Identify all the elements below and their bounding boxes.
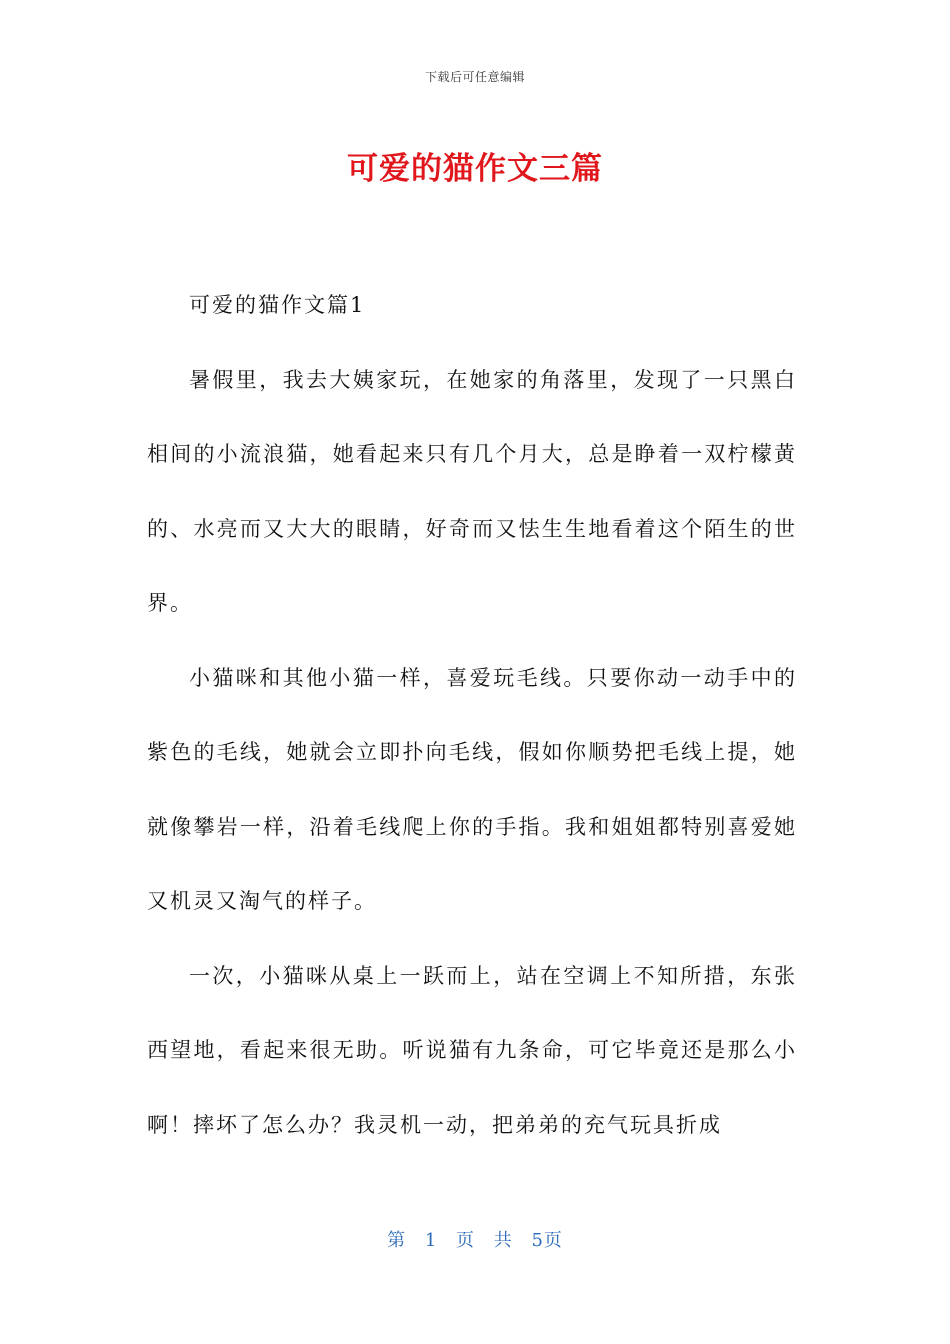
page-footer xyxy=(0,1226,950,1252)
document-title: 可爱的猫作文三篇 xyxy=(347,151,603,187)
footer-total-word: 共 xyxy=(493,1230,513,1251)
footer-total-pages: 5页 xyxy=(531,1230,563,1251)
paragraph: 暑假里，我去大姨家玩，在她家的角落里，发现了一只黑白相间的小流浪猫，她看起来只有几个月大，总是睁着一双柠檬黄的、水亮而又大大的眼睛，好奇而又怯生生地看着这个陌生的世界。 xyxy=(147,367,797,615)
footer-current-page: 1 xyxy=(424,1230,438,1251)
section-heading: 可爱的猫作文篇1 xyxy=(189,293,366,317)
document-body xyxy=(147,268,797,1162)
footer-page-word: 页 xyxy=(456,1230,475,1251)
footer-prefix: 第 xyxy=(387,1230,407,1251)
paragraph: 小猫咪和其他小猫一样，喜爱玩毛线。只要你动一动手中的紫色的毛线，她就会立即扑向毛线，假如你顺势把毛线上提，她就像攀岩一样，沿着毛线爬上你的手指。我和姐姐都特别喜爱她又机灵又淘气的样子。 xyxy=(147,665,797,913)
paragraph: 一次，小猫咪从桌上一跃而上，站在空调上不知所措，东张西望地，看起来很无助。听说猫有九条命，可它毕竟还是那么小啊！摔坏了怎么办？我灵机一动，把弟弟的充气玩具折成 xyxy=(147,963,797,1137)
header-note: 下载后可任意编辑 xyxy=(424,70,525,84)
